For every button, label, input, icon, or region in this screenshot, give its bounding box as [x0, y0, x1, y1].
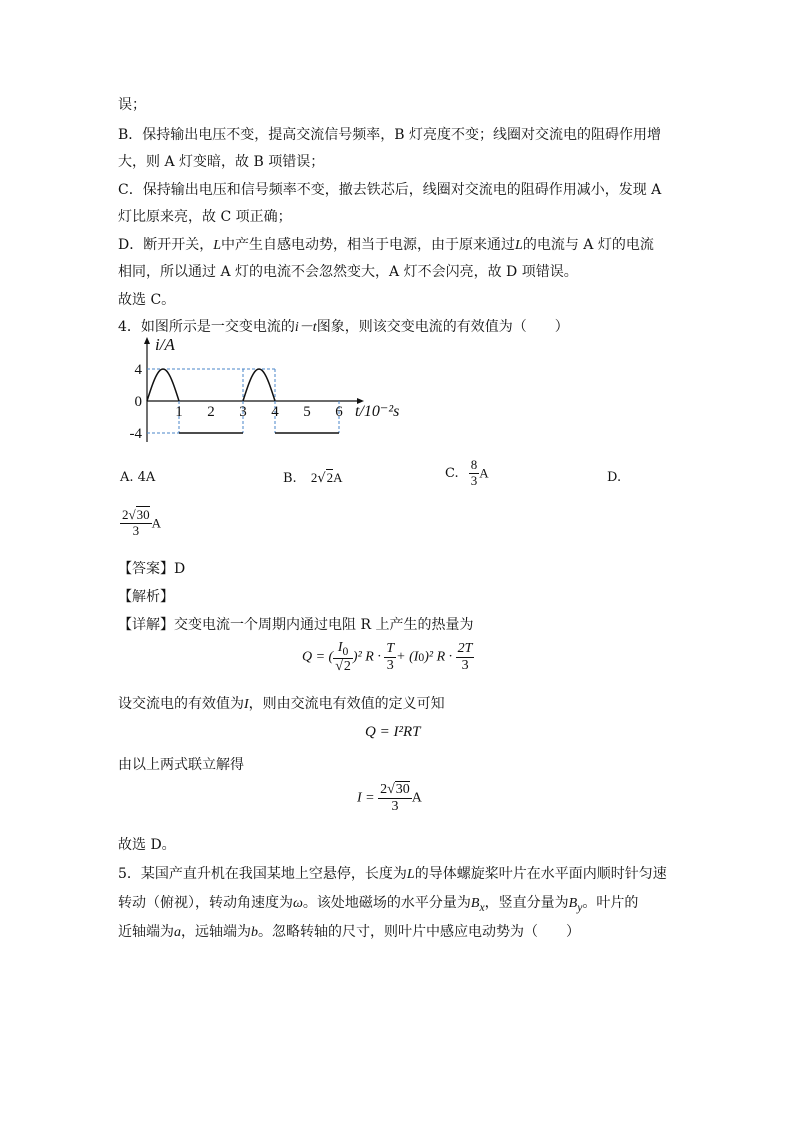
- x-tick-label: 6: [335, 404, 343, 420]
- fraction-denominator: 3: [386, 658, 394, 674]
- coef: 2: [122, 507, 129, 522]
- bx-symbol: B: [470, 896, 480, 911]
- fraction-denominator: 3: [391, 799, 399, 815]
- eq-unit: A: [411, 790, 422, 806]
- length-symbol: L: [406, 867, 415, 882]
- current-symbol: I: [244, 697, 249, 712]
- option-c-unit: A: [479, 465, 489, 481]
- text-segment: 的电流与 A 灯的电流: [522, 237, 654, 253]
- text-segment: 4．如图所示是一交变电流的: [118, 319, 295, 335]
- text-line-1: 误；: [118, 97, 146, 113]
- sqrt-sign: √: [128, 507, 136, 522]
- current-symbol: I: [337, 640, 343, 655]
- x-tick-label: 4: [271, 404, 279, 420]
- joule-equation: Q = I²RT: [365, 724, 421, 740]
- x-tick-label: 1: [175, 404, 183, 420]
- y-tick-label: 0: [134, 394, 142, 410]
- inductor-symbol: L: [515, 238, 523, 253]
- text-segment: 转动（俯视），转动角速度为: [118, 895, 293, 911]
- omega-symbol: ω: [293, 896, 303, 911]
- eq-fraction: [384, 641, 396, 674]
- fraction-numerator: 2T: [456, 641, 475, 658]
- text-segment: 的导体螺旋桨叶片在水平面内顺时针匀速: [414, 866, 667, 882]
- text-segment: 。该处地磁场的水平分量为: [302, 895, 471, 911]
- fraction-numerator: [378, 782, 412, 799]
- option-b-coef: 2: [310, 470, 318, 485]
- fraction-numerator: [120, 508, 152, 524]
- joint-solve-line: 由以上两式联立解得: [118, 757, 244, 773]
- text-segment: ，则由交流电有效值的定义可知: [248, 696, 445, 712]
- radicand: 30: [395, 782, 410, 797]
- text-line-7: 相同，所以通过 A 灯的电流不会忽然变大，A 灯不会闪亮，故 D 项错误。: [118, 264, 578, 280]
- text-segment: ，远轴端为: [181, 924, 251, 940]
- text-line-6: [118, 234, 654, 254]
- text-segment: 。忽略转轴的尺寸，则叶片中感应电动势为（ ）: [258, 924, 580, 940]
- x-tick-label: 5: [303, 404, 311, 420]
- detail-line: 【详解】交变电流一个周期内通过电阻 R 上产生的热量为: [118, 617, 474, 633]
- subscript: x: [479, 900, 485, 914]
- y-axis-label: i/A: [155, 335, 175, 354]
- fraction-denominator: 3: [132, 522, 140, 538]
- fraction-denominator: [333, 659, 353, 675]
- option-d-unit: A: [151, 515, 162, 531]
- option-b-radicand: 2: [326, 470, 334, 485]
- point-b-symbol: b: [251, 925, 258, 940]
- effective-value-line: [118, 693, 445, 713]
- radicand: 2: [343, 659, 351, 675]
- fraction-numerator: 8: [470, 457, 478, 472]
- text-line-2: B．保持输出电压不变，提高交流信号频率，B 灯亮度不变；线圈对交流电的阻碍作用增: [118, 127, 662, 143]
- by-symbol: B: [568, 896, 578, 911]
- result-equation: [357, 782, 422, 815]
- x-tick-label: 2: [207, 404, 215, 420]
- subscript: y: [577, 900, 583, 914]
- fraction-denominator: 3: [470, 472, 478, 488]
- i-t-symbol: i－t: [294, 320, 317, 335]
- y-tick-label: 4: [134, 362, 142, 378]
- text-segment: 中产生自感电动势，相当于电源，由于原来通过: [221, 237, 516, 253]
- eq-fraction: [456, 641, 475, 674]
- eq-term: )² R ·: [424, 649, 453, 665]
- text-segment: D．断开开关，: [118, 237, 214, 253]
- eq-lhs: Q = (: [302, 649, 334, 665]
- option-b-unit: A: [333, 470, 343, 485]
- fraction-numerator: [333, 640, 353, 659]
- option-label: C.: [445, 465, 459, 481]
- text-segment: 5．某国产直升机在我国某地上空悬停，长度为: [118, 866, 407, 882]
- eq-fraction: [378, 782, 412, 815]
- sqrt-sign: √: [317, 471, 326, 486]
- sqrt-sign: √: [387, 782, 395, 797]
- text-segment: 设交流电的有效值为: [118, 696, 244, 712]
- text-segment: 近轴端为: [118, 924, 174, 940]
- current-symbol: I: [413, 649, 419, 665]
- eq-plus: + (: [396, 649, 414, 665]
- option-b: [283, 470, 343, 486]
- analysis-heading: 【解析】: [118, 589, 174, 605]
- option-d-fraction: [120, 508, 152, 539]
- eq-lhs: I =: [357, 790, 375, 806]
- inductor-symbol: L: [213, 238, 222, 253]
- eq-fraction: [333, 640, 353, 675]
- sqrt-sign: √: [335, 659, 343, 675]
- option-label: B.: [283, 471, 297, 486]
- option-c-fraction: [469, 458, 480, 489]
- text-line-5: 灯比原来亮，故 C 项正确；: [118, 209, 292, 225]
- question-5-line-1: [118, 863, 667, 883]
- current-half-sine-segment: [243, 369, 275, 401]
- fraction-numerator: T: [384, 641, 396, 658]
- option-c: [445, 458, 489, 489]
- subscript: 0: [342, 644, 349, 658]
- current-time-graph: [120, 334, 420, 446]
- option-d-value: [120, 508, 161, 539]
- choose-d-line: 故选 D。: [118, 837, 176, 853]
- point-a-symbol: a: [174, 925, 181, 940]
- current-half-sine-segment: [147, 369, 179, 401]
- coef: 2: [380, 782, 388, 797]
- eq-term: )² R ·: [352, 649, 381, 665]
- x-axis-label: t/10⁻²s: [355, 403, 400, 420]
- x-tick-label: 3: [239, 404, 247, 420]
- radicand: 30: [136, 507, 150, 522]
- y-axis-arrow: [144, 337, 150, 344]
- heat-equation: [302, 640, 474, 675]
- answer-line: 【答案】D: [118, 561, 186, 577]
- question-4-stem: [118, 316, 569, 336]
- text-line-4: C．保持输出电压和信号频率不变，撤去铁芯后，线圈对交流电的阻碍作用减小，发现 A: [118, 182, 662, 198]
- text-line-3: 大，则 A 灯变暗，故 B 项错误；: [118, 154, 325, 170]
- text-segment: 图象，则该交变电流的有效值为（ ）: [316, 319, 569, 335]
- text-line-8: 故选 C。: [118, 292, 176, 308]
- text-segment: ，竖直分量为: [484, 895, 569, 911]
- text-segment: 。叶片的: [582, 895, 639, 911]
- fraction-denominator: 3: [461, 658, 469, 674]
- y-tick-label: -4: [129, 426, 142, 442]
- subscript: 0: [418, 651, 425, 665]
- option-d-label: D.: [607, 470, 622, 485]
- question-5-line-2: [118, 892, 638, 914]
- option-a: A. 4A: [120, 470, 156, 485]
- question-5-line-3: [118, 921, 580, 941]
